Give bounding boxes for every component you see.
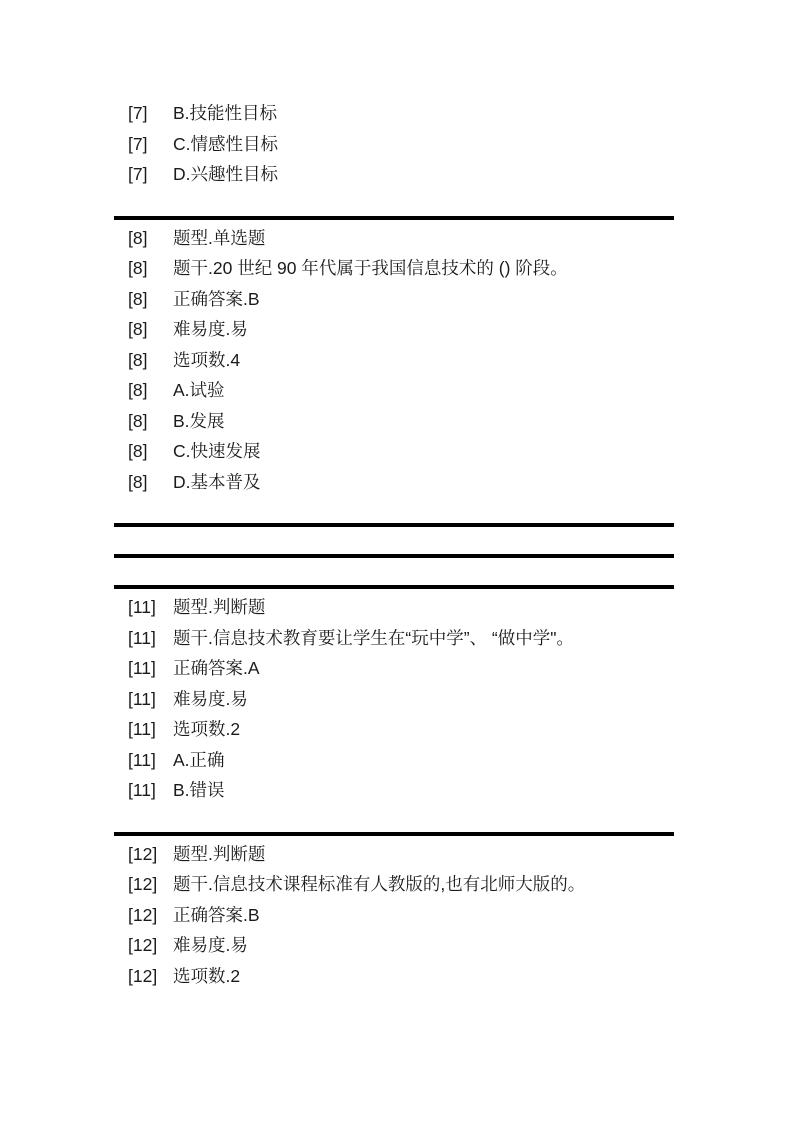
line-text: C.快速发展	[173, 441, 261, 461]
line-text: B.技能性目标	[173, 103, 278, 123]
section-divider	[114, 832, 674, 836]
line-text: 选项数.4	[173, 349, 241, 370]
line-ref: [8]	[128, 288, 148, 309]
question-block	[114, 98, 674, 190]
question-line	[114, 436, 674, 467]
question-line	[114, 314, 674, 345]
line-text: 题型.判断题	[173, 597, 266, 617]
line-text: A.试验	[173, 380, 225, 400]
section-divider	[114, 523, 674, 527]
question-line	[114, 284, 674, 315]
question-block	[114, 223, 674, 498]
question-line	[114, 592, 674, 623]
question-line	[114, 930, 674, 961]
line-text: 题型.判断题	[173, 843, 266, 864]
line-ref: [11]	[128, 749, 156, 770]
question-line	[114, 653, 674, 684]
line-ref: [11]	[128, 719, 156, 739]
line-text: A.正确	[173, 749, 225, 770]
line-ref: [12]	[128, 904, 158, 925]
question-line	[114, 775, 674, 806]
line-ref: [11]	[128, 658, 156, 678]
line-text: 难易度.易	[173, 688, 248, 709]
line-ref: [8]	[128, 349, 148, 370]
line-text: D.兴趣性目标	[173, 164, 278, 184]
line-ref: [8]	[128, 410, 148, 431]
line-text: C.情感性目标	[173, 133, 278, 154]
question-block	[114, 592, 674, 806]
line-text: B.发展	[173, 410, 225, 431]
line-ref: [12]	[128, 843, 158, 864]
question-line	[114, 900, 674, 931]
line-text: D.基本普及	[173, 471, 261, 492]
question-line	[114, 345, 674, 376]
question-line	[114, 223, 674, 254]
line-text: 题型.单选题	[173, 227, 266, 248]
question-line	[114, 129, 674, 160]
line-ref: [8]	[128, 258, 148, 278]
question-line	[114, 623, 674, 654]
question-line	[114, 714, 674, 745]
line-ref: [12]	[128, 874, 158, 894]
line-ref: [7]	[128, 164, 148, 184]
line-ref: [11]	[128, 688, 156, 709]
line-text: 难易度.易	[173, 319, 248, 339]
line-ref: [7]	[128, 103, 148, 123]
question-line	[114, 839, 674, 870]
question-line	[114, 961, 674, 992]
line-ref: [11]	[128, 627, 156, 648]
question-line	[114, 253, 674, 284]
line-text: 选项数.2	[173, 965, 241, 986]
line-text: B.错误	[173, 780, 225, 800]
line-ref: [12]	[128, 935, 158, 955]
question-line	[114, 745, 674, 776]
question-line	[114, 467, 674, 498]
line-ref: [11]	[128, 597, 156, 617]
question-line	[114, 159, 674, 190]
line-ref: [8]	[128, 380, 148, 400]
line-text: 题干.信息技术教育要让学生在“玩中学”、 “做中学"。	[173, 627, 574, 648]
line-ref: [8]	[128, 441, 148, 461]
line-ref: [11]	[128, 780, 156, 800]
line-ref: [12]	[128, 965, 158, 986]
line-ref: [8]	[128, 227, 148, 248]
line-text: 正确答案.B	[173, 904, 260, 925]
question-line	[114, 869, 674, 900]
line-ref: [8]	[128, 471, 148, 492]
question-block	[114, 839, 674, 992]
document-content	[114, 98, 674, 991]
question-line	[114, 406, 674, 437]
line-ref: [8]	[128, 319, 148, 339]
line-text: 题干.20 世纪 90 年代属于我国信息技术的 () 阶段。	[173, 258, 568, 278]
question-line	[114, 375, 674, 406]
line-ref: [7]	[128, 133, 148, 154]
question-line	[114, 98, 674, 129]
line-text: 正确答案.A	[173, 658, 260, 678]
line-text: 选项数.2	[173, 719, 241, 739]
question-line	[114, 684, 674, 715]
line-text: 题干.信息技术课程标准有人教版的,也有北师大版的。	[173, 874, 586, 894]
section-divider	[114, 585, 674, 589]
line-text: 难易度.易	[173, 935, 248, 955]
section-divider	[114, 554, 674, 558]
section-divider	[114, 216, 674, 220]
line-text: 正确答案.B	[173, 288, 260, 309]
